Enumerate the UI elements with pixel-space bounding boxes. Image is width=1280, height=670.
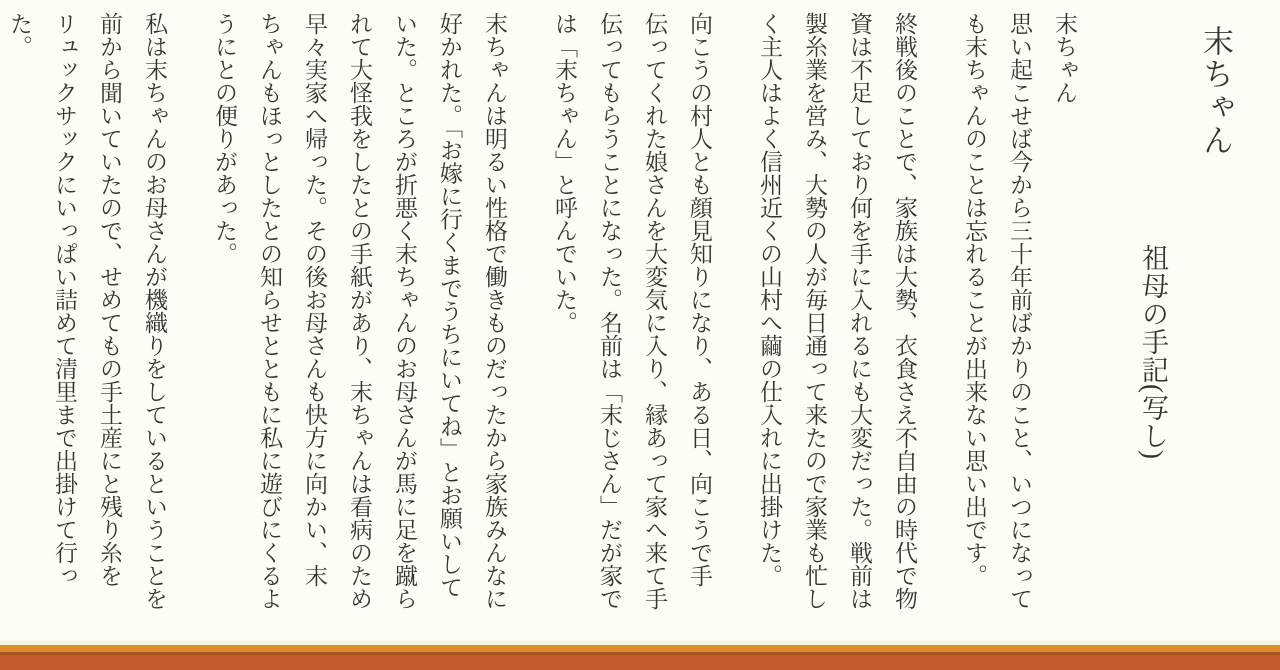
paragraph-3: 向こうの村人とも顔見知りになり、ある日、向こうで手伝ってくれた娘さんを大変気に入り、縁あって家へ来て手伝ってもらうことになった。名前は「末じさん」だが家では「末ちゃん」と呼んでいた。: [552, 12, 712, 610]
section-heading: 末ちゃん: [1052, 12, 1077, 104]
doc-title: 末ちゃん: [1198, 25, 1233, 157]
footer-orange-band: [0, 645, 1280, 652]
paragraph-2: 終戦後のことで、家族は大勢、衣食さえ不自由の時代で物資は不足しており何を手に入れるにも大変だった。戦前は製糸業を営み、大勢の人が毎日通って来たので家業も忙しく主人はよく信州近くの山村へ繭の仕入れに出掛けた。: [757, 12, 917, 610]
paragraph-1: 思い起こせば今から三十年前ばかりのこと、いつになっても末ちゃんのことは忘れることが出来ない思い出です。: [962, 12, 1032, 610]
doc-subtitle: 祖母の手記(写し): [1138, 244, 1168, 460]
vertical-text-block: [0, 12, 1235, 612]
footer-stripe: [0, 641, 1280, 670]
paragraph-4: 末ちゃんは明るい性格で働きものだったから家族みんなに好かれた。「お嫁に行くまでうちにいてね」とお願いしていた。ところが折悪く末ちゃんのお母さんが馬に足を蹴られて大怪我をしたとの手紙があり、末ちゃんは看病のため早々実家へ帰った。その後お母さんも快方に向かい、末ちゃんもほっとしたとの知らせとともに私に遊びにくるようにとの便りがあった。: [212, 12, 507, 610]
paragraph-5: 私は末ちゃんのお母さんが機織りをしているということを前から聞いていたので、せめてもの手土産にと残り糸をリュックサックにいっぱい詰めて清里まで出掛けて行った。: [7, 12, 167, 610]
footer-rust-band: [0, 655, 1280, 670]
